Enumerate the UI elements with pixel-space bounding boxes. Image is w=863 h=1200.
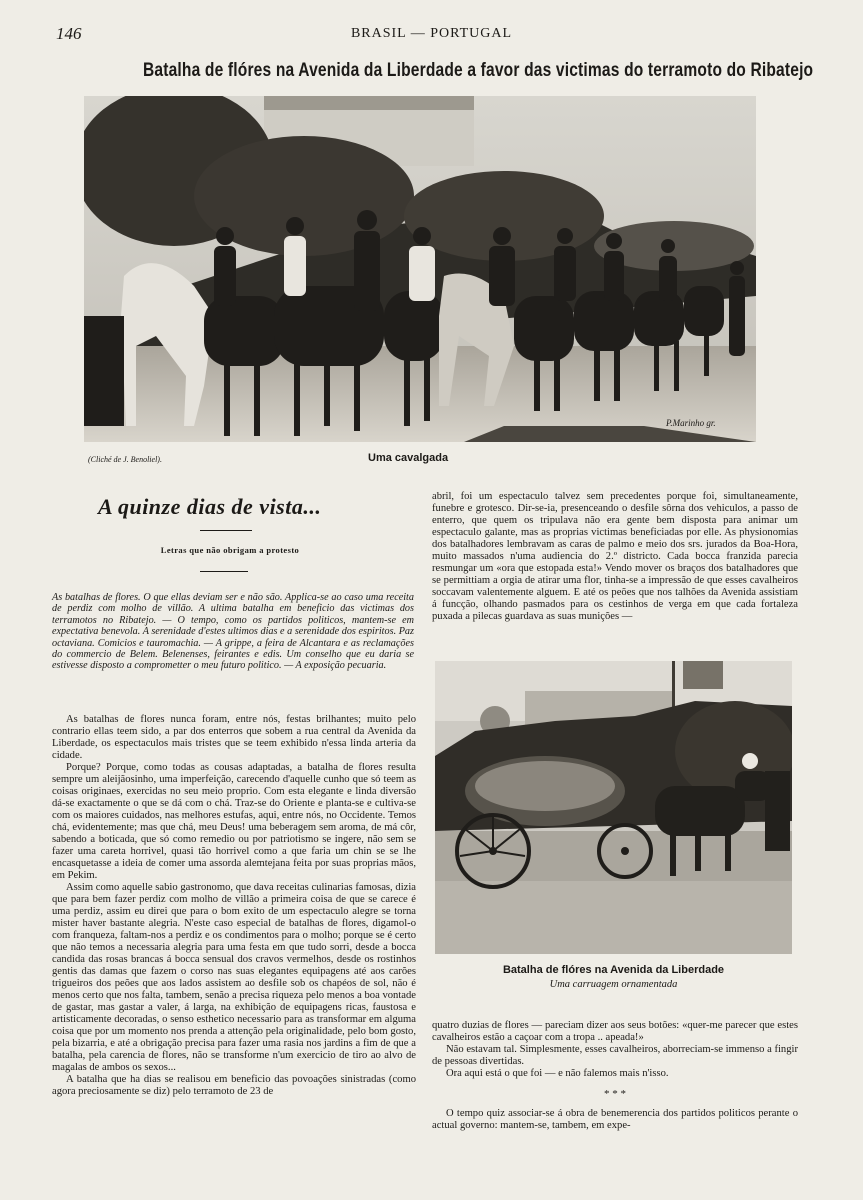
title-rule — [200, 530, 252, 531]
engraver-signature: P.Marinho gr. — [666, 418, 716, 428]
photo-credit: (Cliché de J. Benoliel). — [88, 455, 162, 464]
article-body-right-top: abril, foi um espectaculo talvez sem precedentes porque foi, simultaneamente, funebre e grotesco. Dir-se-ia, presenceando o desfile sôrna dos vehiculos, a passo de enterro, que quem os tripulava não era gente bem disposta para animar um espectaculo galante, mas as proprias victimas beneficiadas por elle. As physionomias dos batalhadores lembravam as caras de palmo e meio dos srs. jurados da Boa-Hora, muito massados n'uma audiencia do 2.º districto. Cada bocca franzida parecia resmungar um «ora que estopada esta!» Vendo mover os braços dos batalhadores que se permittiam a orgia de atirar uma flor, tinha-se a impressão de que esses cavalheiros soccavam valentemente alguem. E até os peões que nos talhões da Avenida assistiam á funcção, olhando pasmados para os cestinhos de verga em que cada fortaleza puxada a pilecas guardava as suas munições — — [432, 491, 798, 622]
running-title: BRASIL — PORTUGAL — [350, 26, 513, 41]
cavalcade-caption: Uma cavalgada — [368, 452, 449, 464]
paragraph: As batalhas de flores nunca foram, entre nós, festas brilhantes; muito pelo contrario ellas teem sido, a par dos enterros que sobem a rua central da Avenida da Liberdade, os espectaculos mais tristes que se teem exhibido n'essa linda arteria da cidade. — [52, 714, 416, 761]
carriage-subcaption: Uma carruagem ornamentada — [549, 979, 678, 990]
article-summary: As batalhas de flores. O que ellas deviam ser e não são. Applica-se ao caso uma receita de perdiz com molho de villão. A ultima batalha em beneficio das victimas dos terramotos no Ribatejo. — O tempo, como os partidos politicos, mantem-se em expectativa benevola. A serenidade d'estes ultimos dias e a serenidade dos espiritos. Paz octaviana. Comicios e tauromachia. — A grippe, a feira de Alcantara e as reclamações do commercio de Belem. Belenenses, feirantes e edis. Um conselho que eu daria se estivesse disposto a comprometter o meu futuro politico. — A exposição pecuaria. — [52, 592, 414, 672]
carriage-caption: Batalha de flóres na Avenida da Liberdade — [502, 964, 725, 976]
cavalcade-photo — [84, 96, 756, 442]
article-body-right-end — [432, 1108, 798, 1132]
paragraph: Assim como aquelle sabio gastronomo, que dava receitas culinarias famosas, dizia que para bem fazer perdiz com molho de villão a primeira coisa de que se carece é uma perdiz, assim eu direi que para o bom exito de um espectaculo alegre se torna mister haver bastante alegria. N'este caso especial de batalhas de flores, digamol-o com franqueza, faltam-nos a perdiz e os condimentos para o molho; porque se é certo que não temos a necessaria alegria para uma festa em que tudo sorri, desde a bocca candida das rosas brancas á bocca sensual dos cravos vermelhos, desde os rostinhos gentis das damas que fazem o corso nas suas elegantes equipagens até aos carões trigueiros dos peões que aos lados assistem ao desfile sob os chapéos de sol, não é menos certo que nos falta, tambem, senão a precisa riqueza pelo menos a boa vontade de gastar, mas gastar a valer, á larga, na exhibição de equipagens ricas, faustosa e artisticamente decoradas, o senso esthetico necessario para as transformar em alguma coisa que por um momento nos prenda a attenção pela originalidade, pelo bom gosto, pela bizarria, e até a obrigação precisa para fazer uma rasia nos jardins a fim de que a batalha, pela carencia de flores, não se transforme n'um exercicio de tiro ao alvo de magalas de ambos os sexos... — [52, 882, 416, 1073]
carriage-illustration — [435, 661, 792, 954]
paragraph: A batalha que ha dias se realisou em beneficio das povoações sinistradas (como agora preciosamente se diz) pelo terramoto de 23 de — [52, 1074, 416, 1097]
article-subtitle: Letras que não obrigam a protesto — [160, 545, 300, 555]
article-title: A quinze dias de vista... — [98, 494, 322, 519]
article-body-right-bottom — [432, 1020, 798, 1080]
subtitle-rule — [200, 571, 248, 572]
paragraph: Ora aqui está o que foi — e não falemos mais n'isso. — [446, 1068, 669, 1079]
paragraph: Não estavam tal. Simplesmente, esses cavalheiros, aborreciam-se immenso a fingir de pessoas divertidas. — [432, 1044, 798, 1067]
paragraph: Porque? Porque, como todas as cousas adaptadas, a batalha de flores resulta sempre um aleijãosinho, uma imperfeição, carecendo d'aquelle cunho que só teem as coisas originaes, exercidas no seu meio proprio. Com esta elegante e linda diversão dá-se exactamente o que se dá com o chá. Traz-se do Oriente e planta-se e cultiva-se com os maiores cuidados, nas melhores estufas, aqui, entre nós, no Occidente. Temos chá, evidentemente; mas que chá, meu Deus! uma beberagem sem aroma, de má côr, sabendo a boticada, que só como remedio ou por patriotismo se ingere, não sem se fazer uma careta horrivel, quasi tão horrivel como a que faria um chin se se lhe encasquetasse a ideia de comer uma assorda alemtejana feita por suas proprias mãos, em Pekim. — [52, 762, 416, 881]
section-separator: * * * — [604, 1088, 626, 1100]
article-body-left — [52, 714, 416, 1098]
paragraph: quatro duzias de flores — pareciam dizer aos seus botões: «quer-me parecer que estes cavalheiros estão a caçoar com a tropa .. apeada!» — [432, 1020, 798, 1043]
paragraph: O tempo quiz associar-se á obra de benemerencia dos partidos politicos perante o actual governo: mantem-se, tambem, em expe- — [432, 1108, 798, 1131]
page-title: Batalha de flóres na Avenida da Liberdade a favor das victimas do terramoto do Ribatejo — [143, 60, 814, 81]
cavalcade-illustration — [84, 96, 756, 442]
page-number: 146 — [56, 24, 82, 43]
carriage-photo — [435, 661, 792, 954]
